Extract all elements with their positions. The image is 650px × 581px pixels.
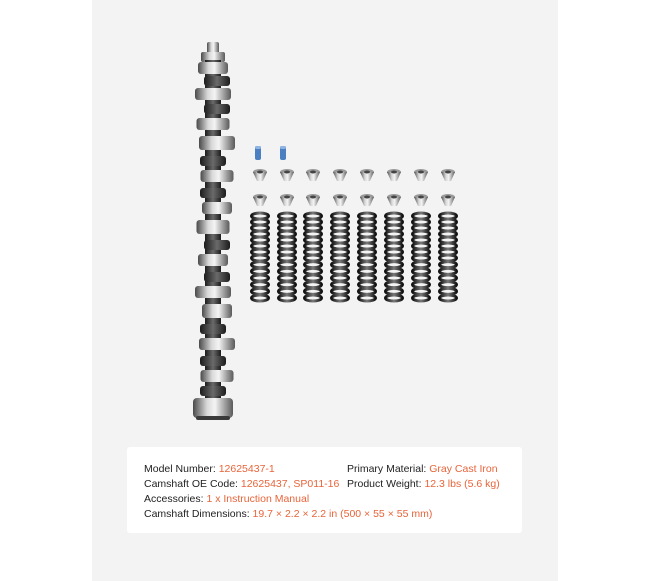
model-number-label: Model Number:	[144, 463, 219, 475]
accessories-label: Accessories:	[144, 493, 207, 505]
primary-material-label: Primary Material:	[347, 463, 430, 475]
dimensions-value: 19.7 × 2.2 × 2.2 in (500 × 55 × 55 mm)	[252, 508, 433, 520]
specifications-panel	[127, 447, 522, 533]
accessories-value: 1 x Instruction Manual	[206, 493, 310, 505]
dimensions-line	[144, 507, 432, 521]
product-weight-label: Product Weight:	[347, 478, 425, 490]
accessories-line	[144, 492, 309, 506]
product-weight-value: 12.3 lbs (5.6 kg)	[424, 478, 500, 490]
primary-material-line	[347, 462, 498, 476]
camshaft-image	[193, 42, 235, 420]
model-number-value: 12625437-1	[218, 463, 275, 475]
valve-springs-image	[252, 213, 457, 301]
dimensions-label: Camshaft Dimensions:	[144, 508, 253, 520]
oe-code-label: Camshaft OE Code:	[144, 478, 241, 490]
dowel-pins-image	[255, 146, 286, 160]
primary-material-value: Gray Cast Iron	[429, 463, 498, 475]
model-number-line	[144, 462, 275, 476]
product-weight-line	[347, 477, 500, 491]
oe-code-value: 12625437, SP011-16	[240, 478, 340, 490]
oe-code-line	[144, 477, 339, 491]
retainers-image	[253, 169, 455, 206]
